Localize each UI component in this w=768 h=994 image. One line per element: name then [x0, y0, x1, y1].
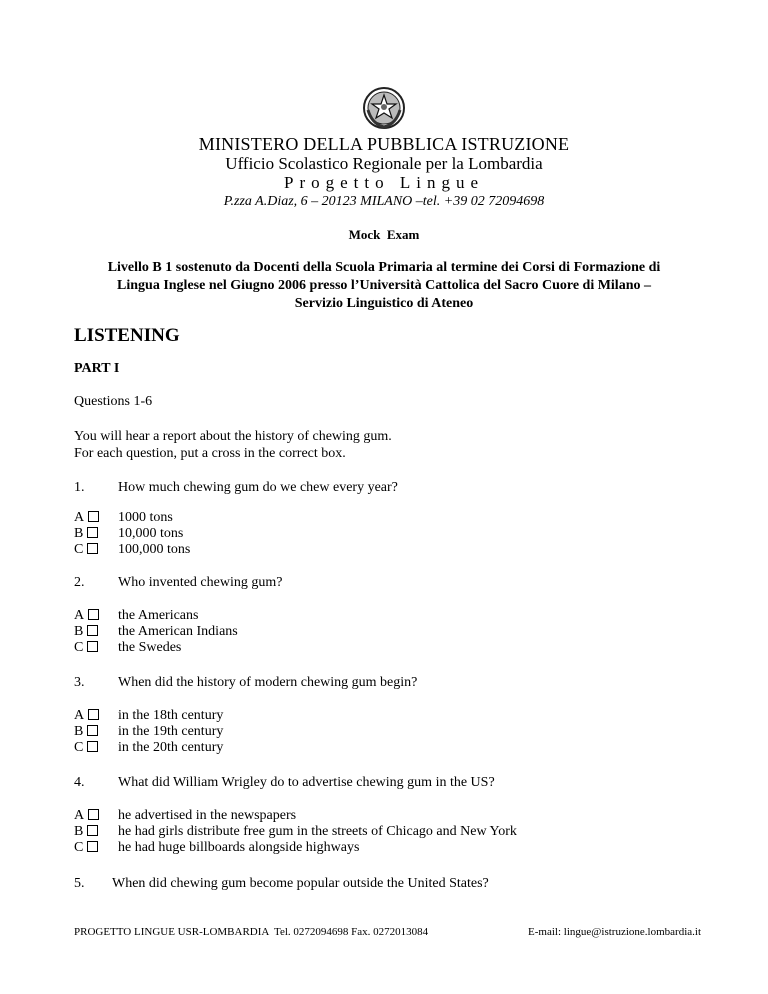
option-text: 1000 tons: [118, 510, 173, 525]
questions-range: Questions 1-6: [74, 394, 153, 409]
checkbox-icon[interactable]: [88, 511, 99, 522]
question-text: Who invented chewing gum?: [118, 575, 283, 590]
level-line-1: Livello B 1 sostenuto da Docenti della Scuola Primaria al termine dei Corsi di Formazione di: [107, 260, 661, 275]
question-number: 1.: [74, 480, 85, 495]
option-text: he advertised in the newspapers: [118, 808, 297, 823]
option-a[interactable]: A: [74, 608, 114, 624]
option-text: he had huge billboards alongside highways: [118, 840, 360, 855]
footer-email: E-mail: lingue@istruzione.lombardia.it: [528, 926, 701, 938]
checkbox-icon[interactable]: [88, 609, 99, 620]
checkbox-icon[interactable]: [87, 725, 98, 736]
checkbox-icon[interactable]: [87, 825, 98, 836]
checkbox-icon[interactable]: [87, 625, 98, 636]
question-number: 3.: [74, 675, 85, 690]
regional-office: Ufficio Scolastico Regionale per la Lombardia: [225, 154, 543, 173]
checkbox-icon[interactable]: [87, 741, 98, 752]
option-text: 100,000 tons: [118, 542, 191, 557]
checkbox-icon[interactable]: [87, 841, 98, 852]
footer-contact: PROGETTO LINGUE USR-LOMBARDIA Tel. 0272094698 Fax. 0272013084: [74, 926, 429, 938]
option-b[interactable]: B: [74, 526, 114, 542]
question-text: When did the history of modern chewing gum begin?: [118, 675, 418, 690]
exam-level-description: [60, 259, 708, 313]
section-title: LISTENING: [74, 325, 180, 346]
address-line: P.zza A.Diaz, 6 – 20123 MILANO –tel. +39 02 72094698: [223, 194, 545, 209]
level-line-3: Servizio Linguistico di Ateneo: [294, 296, 474, 311]
project-name: Progetto Lingue: [283, 173, 484, 192]
option-c[interactable]: C: [74, 542, 114, 558]
option-c[interactable]: C: [74, 840, 114, 856]
option-text: the Swedes: [118, 640, 182, 655]
option-text: 10,000 tons: [118, 526, 184, 541]
ministry-title: MINISTERO DELLA PUBBLICA ISTRUZIONE: [198, 134, 570, 154]
option-b[interactable]: B: [74, 624, 114, 640]
option-text: in the 20th century: [118, 740, 224, 755]
italian-republic-emblem-icon: [362, 86, 406, 130]
option-c[interactable]: C: [74, 740, 114, 756]
part-title: PART I: [74, 361, 120, 376]
checkbox-icon[interactable]: [88, 709, 99, 720]
option-text: the Americans: [118, 608, 199, 623]
instructions: [74, 428, 392, 462]
question-text: What did William Wrigley do to advertise chewing gum in the US?: [118, 775, 495, 790]
option-a[interactable]: A: [74, 808, 114, 824]
question-number: 4.: [74, 775, 85, 790]
checkbox-icon[interactable]: [87, 543, 98, 554]
option-text: he had girls distribute free gum in the streets of Chicago and New York: [118, 824, 517, 839]
question-number: 2.: [74, 575, 85, 590]
exam-title: Mock Exam: [348, 227, 420, 242]
checkbox-icon[interactable]: [87, 641, 98, 652]
option-c[interactable]: C: [74, 640, 114, 656]
option-b[interactable]: B: [74, 824, 114, 840]
option-text: in the 19th century: [118, 724, 224, 739]
level-line-2: Lingua Inglese nel Giugno 2006 presso l’Università Cattolica del Sacro Cuore di Milano –: [117, 278, 651, 293]
checkbox-icon[interactable]: [88, 809, 99, 820]
option-a[interactable]: A: [74, 510, 114, 526]
question-text: When did chewing gum become popular outside the United States?: [112, 876, 489, 891]
option-text: the American Indians: [118, 624, 238, 639]
option-b[interactable]: B: [74, 724, 114, 740]
option-text: in the 18th century: [118, 708, 224, 723]
instruction-line-1: You will hear a report about the history of chewing gum.: [74, 429, 392, 444]
question-number: 5.: [74, 876, 85, 891]
instruction-line-2: For each question, put a cross in the correct box.: [74, 446, 346, 461]
checkbox-icon[interactable]: [87, 527, 98, 538]
option-a[interactable]: A: [74, 708, 114, 724]
question-text: How much chewing gum do we chew every year?: [118, 480, 398, 495]
